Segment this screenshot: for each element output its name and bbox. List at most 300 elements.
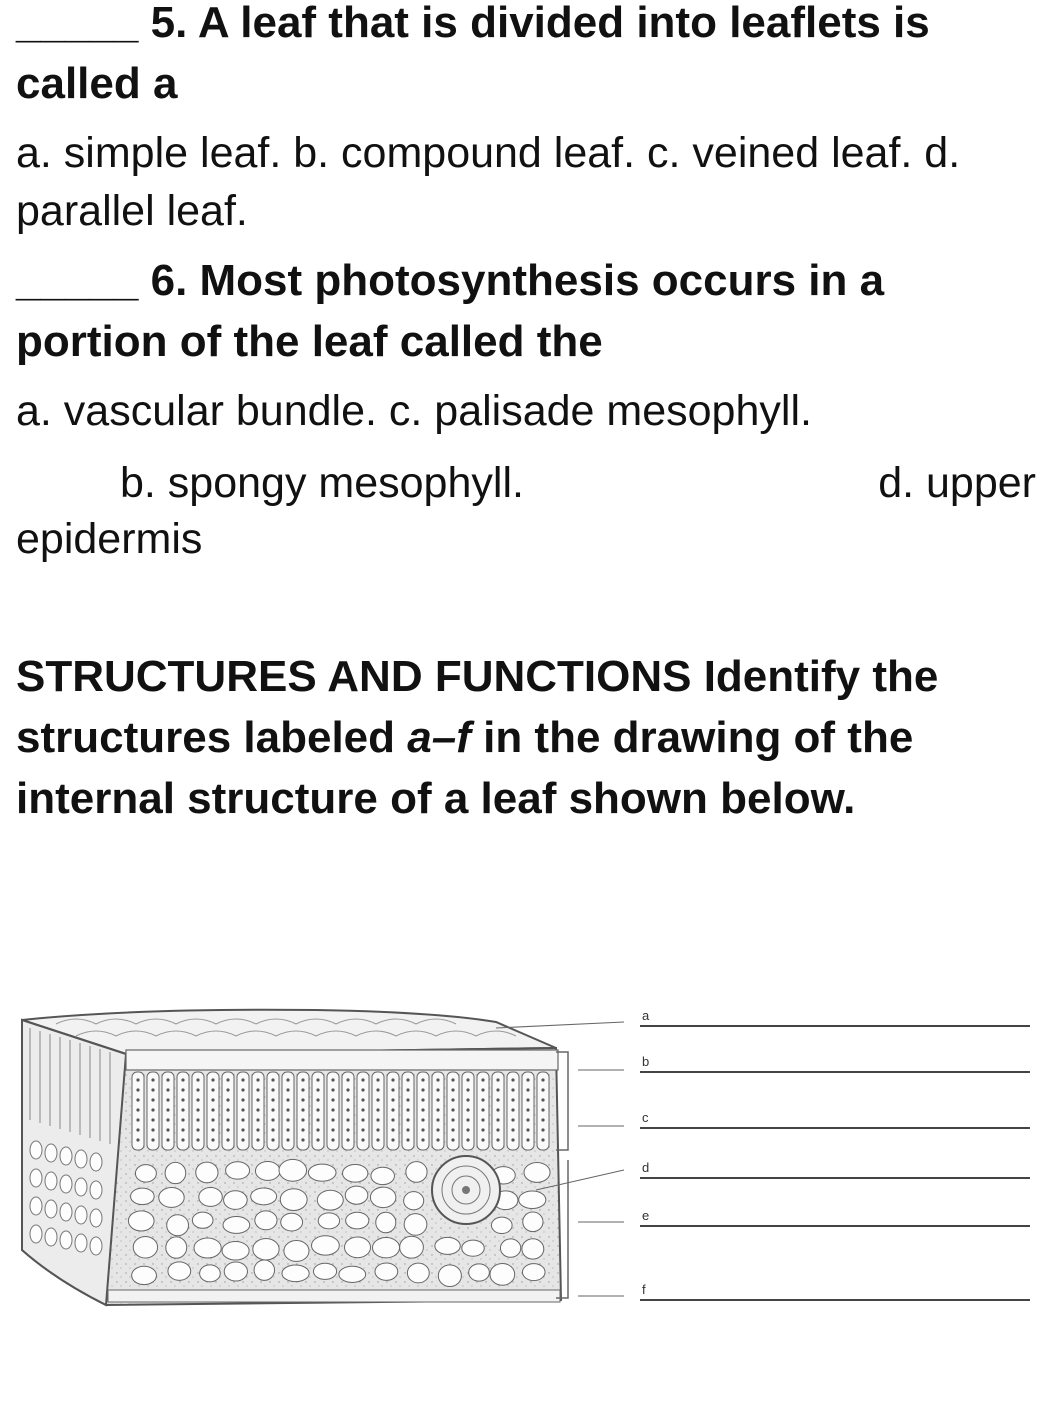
chloroplast bbox=[346, 1138, 349, 1141]
spongy-cell bbox=[469, 1264, 490, 1281]
structure-label-a: a bbox=[642, 1008, 650, 1023]
chloroplast bbox=[301, 1098, 304, 1101]
chloroplast bbox=[436, 1088, 439, 1091]
spongy-cell bbox=[519, 1191, 546, 1209]
chloroplast bbox=[496, 1098, 499, 1101]
chloroplast bbox=[151, 1138, 154, 1141]
spongy-cell bbox=[167, 1215, 189, 1236]
chloroplast bbox=[286, 1138, 289, 1141]
chloroplast bbox=[136, 1098, 139, 1101]
spongy-cell bbox=[490, 1263, 515, 1285]
chloroplast bbox=[286, 1118, 289, 1121]
chloroplast bbox=[241, 1088, 244, 1091]
spongy-cell bbox=[159, 1188, 184, 1208]
side-spongy-cell bbox=[75, 1206, 87, 1224]
chloroplast bbox=[526, 1088, 529, 1091]
chloroplast bbox=[271, 1138, 274, 1141]
chloroplast bbox=[451, 1078, 454, 1081]
chloroplast bbox=[451, 1138, 454, 1141]
side-spongy-cell bbox=[90, 1153, 102, 1171]
spongy-cell bbox=[375, 1263, 398, 1280]
chloroplast bbox=[226, 1098, 229, 1101]
spongy-cell bbox=[196, 1162, 218, 1183]
spongy-cell bbox=[523, 1212, 543, 1232]
chloroplast bbox=[226, 1128, 229, 1131]
structure-label-f: f bbox=[642, 1282, 646, 1297]
spongy-cell bbox=[371, 1167, 395, 1184]
chloroplast bbox=[526, 1078, 529, 1081]
side-spongy-cell bbox=[60, 1231, 72, 1249]
spongy-cell bbox=[133, 1237, 157, 1258]
leaf-cross-section-diagram bbox=[16, 1000, 1036, 1330]
spongy-cell bbox=[135, 1165, 156, 1182]
chloroplast bbox=[226, 1078, 229, 1081]
spongy-cell bbox=[132, 1266, 157, 1284]
spongy-cell bbox=[222, 1242, 249, 1260]
chloroplast bbox=[136, 1138, 139, 1141]
chloroplast bbox=[391, 1088, 394, 1091]
chloroplast bbox=[391, 1138, 394, 1141]
chloroplast bbox=[466, 1118, 469, 1121]
chloroplast bbox=[316, 1078, 319, 1081]
chloroplast bbox=[331, 1118, 334, 1121]
chloroplast bbox=[541, 1118, 544, 1121]
chloroplast bbox=[376, 1088, 379, 1091]
chloroplast bbox=[406, 1118, 409, 1121]
question-6-options-line1: a. vascular bundle. c. palisade mesophyll. bbox=[16, 387, 812, 435]
chloroplast bbox=[151, 1078, 154, 1081]
chloroplast bbox=[451, 1128, 454, 1131]
chloroplast bbox=[271, 1128, 274, 1131]
chloroplast bbox=[511, 1098, 514, 1101]
chloroplast bbox=[511, 1118, 514, 1121]
spongy-cell bbox=[407, 1263, 429, 1283]
chloroplast bbox=[541, 1138, 544, 1141]
chloroplast bbox=[481, 1098, 484, 1101]
instructions-label-range: a–f bbox=[407, 713, 471, 762]
chloroplast bbox=[256, 1118, 259, 1121]
chloroplast bbox=[256, 1108, 259, 1111]
chloroplast bbox=[271, 1078, 274, 1081]
instructions-part1: Identify the structures labeled bbox=[16, 652, 939, 762]
chloroplast bbox=[436, 1098, 439, 1101]
chloroplast bbox=[346, 1098, 349, 1101]
chloroplast bbox=[181, 1098, 184, 1101]
vascular-bundle bbox=[432, 1156, 500, 1224]
chloroplast bbox=[406, 1128, 409, 1131]
chloroplast bbox=[361, 1118, 364, 1121]
chloroplast bbox=[526, 1098, 529, 1101]
chloroplast bbox=[496, 1118, 499, 1121]
spongy-cell bbox=[280, 1189, 307, 1211]
chloroplast bbox=[346, 1078, 349, 1081]
question-6-answer-blank[interactable]: _____ bbox=[16, 256, 139, 305]
structure-label-b: b bbox=[642, 1054, 650, 1069]
chloroplast bbox=[346, 1118, 349, 1121]
spongy-cell bbox=[224, 1262, 247, 1281]
side-spongy-cell bbox=[45, 1200, 57, 1218]
chloroplast bbox=[541, 1078, 544, 1081]
chloroplast bbox=[286, 1128, 289, 1131]
spongy-cell bbox=[345, 1237, 371, 1258]
chloroplast bbox=[451, 1108, 454, 1111]
chloroplast bbox=[481, 1088, 484, 1091]
instructions-part2: in the drawing of the internal structure of a leaf shown below. bbox=[16, 713, 914, 823]
chloroplast bbox=[151, 1088, 154, 1091]
chloroplast bbox=[196, 1078, 199, 1081]
spongy-cell bbox=[254, 1260, 274, 1280]
chloroplast bbox=[421, 1138, 424, 1141]
chloroplast bbox=[406, 1078, 409, 1081]
chloroplast bbox=[196, 1128, 199, 1131]
spongy-cell bbox=[522, 1239, 544, 1259]
side-spongy-cell bbox=[75, 1234, 87, 1252]
chloroplast bbox=[451, 1118, 454, 1121]
label-lines bbox=[496, 1008, 1030, 1300]
chloroplast bbox=[241, 1118, 244, 1121]
upper-epidermis-layer bbox=[126, 1050, 558, 1070]
structure-label-d: d bbox=[642, 1160, 650, 1175]
chloroplast bbox=[466, 1088, 469, 1091]
chloroplast bbox=[361, 1088, 364, 1091]
chloroplast bbox=[196, 1138, 199, 1141]
spongy-cell bbox=[279, 1159, 307, 1181]
chloroplast bbox=[466, 1098, 469, 1101]
chloroplast bbox=[376, 1138, 379, 1141]
chloroplast bbox=[481, 1118, 484, 1121]
chloroplast bbox=[346, 1108, 349, 1111]
chloroplast bbox=[406, 1138, 409, 1141]
side-spongy-cell bbox=[30, 1169, 42, 1187]
spongy-cell bbox=[200, 1265, 221, 1282]
chloroplast bbox=[136, 1088, 139, 1091]
chloroplast bbox=[541, 1108, 544, 1111]
chloroplast bbox=[301, 1118, 304, 1121]
chloroplast bbox=[286, 1078, 289, 1081]
chloroplast bbox=[496, 1128, 499, 1131]
chloroplast bbox=[196, 1088, 199, 1091]
chloroplast bbox=[316, 1128, 319, 1131]
chloroplast bbox=[451, 1098, 454, 1101]
chloroplast bbox=[391, 1098, 394, 1101]
spongy-cell bbox=[281, 1213, 303, 1231]
side-spongy-cell bbox=[30, 1197, 42, 1215]
chloroplast bbox=[361, 1098, 364, 1101]
chloroplast bbox=[316, 1118, 319, 1121]
chloroplast bbox=[211, 1098, 214, 1101]
chloroplast bbox=[496, 1108, 499, 1111]
chloroplast bbox=[331, 1098, 334, 1101]
chloroplast bbox=[361, 1128, 364, 1131]
spongy-cell bbox=[128, 1211, 154, 1231]
chloroplast bbox=[241, 1138, 244, 1141]
chloroplast bbox=[226, 1138, 229, 1141]
spongy-cell bbox=[165, 1162, 186, 1183]
chloroplast bbox=[256, 1088, 259, 1091]
chloroplast bbox=[196, 1098, 199, 1101]
spongy-cell bbox=[192, 1212, 213, 1228]
spongy-cell bbox=[166, 1237, 187, 1258]
chloroplast bbox=[301, 1108, 304, 1111]
question-6-option-d-continued: epidermis bbox=[16, 515, 203, 563]
spongy-cell bbox=[404, 1192, 424, 1210]
spongy-cell bbox=[346, 1212, 369, 1229]
chloroplast bbox=[136, 1128, 139, 1131]
chloroplast bbox=[511, 1108, 514, 1111]
chloroplast bbox=[316, 1098, 319, 1101]
spongy-cell bbox=[255, 1161, 279, 1180]
chloroplast bbox=[496, 1078, 499, 1081]
chloroplast bbox=[241, 1098, 244, 1101]
chloroplast bbox=[346, 1128, 349, 1131]
chloroplast bbox=[241, 1108, 244, 1111]
chloroplast bbox=[241, 1078, 244, 1081]
chloroplast bbox=[481, 1078, 484, 1081]
chloroplast bbox=[181, 1108, 184, 1111]
question-6-option-d: d. upper bbox=[878, 459, 1036, 507]
question-5-text: 5. A leaf that is divided into leaflets is called a bbox=[16, 0, 930, 108]
spongy-cell bbox=[400, 1236, 424, 1258]
side-spongy-cell bbox=[60, 1175, 72, 1193]
chloroplast bbox=[271, 1118, 274, 1121]
chloroplast bbox=[256, 1138, 259, 1141]
spongy-cell bbox=[251, 1188, 277, 1205]
spongy-cell bbox=[253, 1238, 279, 1259]
spongy-cell bbox=[345, 1186, 368, 1204]
chloroplast bbox=[526, 1118, 529, 1121]
spongy-cell bbox=[406, 1162, 427, 1183]
section-instructions bbox=[16, 646, 1036, 829]
chloroplast bbox=[376, 1128, 379, 1131]
chloroplast bbox=[406, 1088, 409, 1091]
question-5-answer-blank[interactable]: _____ bbox=[16, 0, 139, 47]
side-spongy-cell bbox=[90, 1209, 102, 1227]
chloroplast bbox=[496, 1088, 499, 1091]
chloroplast bbox=[361, 1108, 364, 1111]
chloroplast bbox=[466, 1078, 469, 1081]
chloroplast bbox=[181, 1078, 184, 1081]
chloroplast bbox=[181, 1138, 184, 1141]
chloroplast bbox=[421, 1108, 424, 1111]
chloroplast bbox=[136, 1108, 139, 1111]
chloroplast bbox=[376, 1078, 379, 1081]
chloroplast bbox=[421, 1088, 424, 1091]
spongy-cell bbox=[313, 1263, 336, 1279]
chloroplast bbox=[376, 1098, 379, 1101]
question-6-options-line2 bbox=[16, 454, 1036, 512]
chloroplast bbox=[271, 1108, 274, 1111]
chloroplast bbox=[331, 1108, 334, 1111]
spongy-cell bbox=[308, 1164, 336, 1181]
chloroplast bbox=[331, 1128, 334, 1131]
chloroplast bbox=[421, 1078, 424, 1081]
spongy-cell bbox=[435, 1237, 460, 1254]
spongy-cell bbox=[524, 1162, 550, 1182]
chloroplast bbox=[421, 1098, 424, 1101]
spongy-cell bbox=[522, 1264, 545, 1281]
chloroplast bbox=[301, 1128, 304, 1131]
spongy-cell bbox=[438, 1265, 461, 1287]
chloroplast bbox=[166, 1138, 169, 1141]
chloroplast bbox=[211, 1078, 214, 1081]
chloroplast bbox=[151, 1108, 154, 1111]
chloroplast bbox=[151, 1128, 154, 1131]
question-6-text: 6. Most photosynthesis occurs in a portion of the leaf called the bbox=[16, 256, 885, 366]
chloroplast bbox=[151, 1098, 154, 1101]
spongy-cell bbox=[226, 1162, 250, 1179]
structure-label-c: c bbox=[642, 1110, 649, 1125]
spongy-cell bbox=[491, 1217, 512, 1233]
spongy-cell bbox=[312, 1236, 340, 1255]
chloroplast bbox=[481, 1138, 484, 1141]
chloroplast bbox=[286, 1108, 289, 1111]
chloroplast bbox=[166, 1128, 169, 1131]
chloroplast bbox=[316, 1088, 319, 1091]
chloroplast bbox=[286, 1098, 289, 1101]
spongy-cell bbox=[343, 1164, 368, 1182]
chloroplast bbox=[406, 1108, 409, 1111]
chloroplast bbox=[136, 1118, 139, 1121]
chloroplast bbox=[181, 1088, 184, 1091]
spongy-cell bbox=[370, 1187, 395, 1207]
chloroplast bbox=[436, 1108, 439, 1111]
chloroplast bbox=[541, 1128, 544, 1131]
chloroplast bbox=[421, 1118, 424, 1121]
side-spongy-cell bbox=[75, 1178, 87, 1196]
chloroplast bbox=[391, 1078, 394, 1081]
chloroplast bbox=[256, 1098, 259, 1101]
chloroplast bbox=[436, 1118, 439, 1121]
spongy-cell bbox=[199, 1187, 223, 1206]
chloroplast bbox=[406, 1098, 409, 1101]
chloroplast bbox=[211, 1138, 214, 1141]
chloroplast bbox=[301, 1138, 304, 1141]
chloroplast bbox=[511, 1088, 514, 1091]
structure-label-e: e bbox=[642, 1208, 650, 1223]
chloroplast bbox=[331, 1078, 334, 1081]
side-spongy-cell bbox=[45, 1228, 57, 1246]
chloroplast bbox=[511, 1138, 514, 1141]
chloroplast bbox=[526, 1108, 529, 1111]
chloroplast bbox=[541, 1088, 544, 1091]
chloroplast bbox=[226, 1108, 229, 1111]
chloroplast bbox=[376, 1118, 379, 1121]
spongy-cell bbox=[194, 1238, 221, 1258]
chloroplast bbox=[241, 1128, 244, 1131]
chloroplast bbox=[451, 1088, 454, 1091]
chloroplast bbox=[256, 1128, 259, 1131]
chloroplast bbox=[301, 1088, 304, 1091]
chloroplast bbox=[391, 1118, 394, 1121]
chloroplast bbox=[361, 1138, 364, 1141]
chloroplast bbox=[256, 1078, 259, 1081]
chloroplast bbox=[421, 1128, 424, 1131]
chloroplast bbox=[301, 1078, 304, 1081]
chloroplast bbox=[316, 1108, 319, 1111]
chloroplast bbox=[526, 1128, 529, 1131]
chloroplast bbox=[211, 1108, 214, 1111]
chloroplast bbox=[196, 1108, 199, 1111]
spongy-cell bbox=[376, 1212, 396, 1233]
chloroplast bbox=[481, 1128, 484, 1131]
side-spongy-cell bbox=[45, 1144, 57, 1162]
chloroplast bbox=[376, 1108, 379, 1111]
side-spongy-cell bbox=[90, 1237, 102, 1255]
spongy-cell bbox=[318, 1213, 339, 1229]
spongy-cell bbox=[284, 1240, 309, 1261]
side-spongy-cell bbox=[30, 1141, 42, 1159]
spongy-cell bbox=[372, 1237, 399, 1257]
side-spongy-cell bbox=[30, 1225, 42, 1243]
chloroplast bbox=[226, 1088, 229, 1091]
question-5-options: a. simple leaf. b. compound leaf. c. veined leaf. d. parallel leaf. bbox=[16, 129, 961, 235]
spongy-cell bbox=[224, 1191, 248, 1210]
chloroplast bbox=[271, 1088, 274, 1091]
chloroplast bbox=[466, 1138, 469, 1141]
spongy-cell bbox=[317, 1190, 343, 1210]
chloroplast bbox=[271, 1098, 274, 1101]
lower-epidermis-layer bbox=[108, 1290, 560, 1302]
chloroplast bbox=[481, 1108, 484, 1111]
chloroplast bbox=[511, 1078, 514, 1081]
chloroplast bbox=[361, 1078, 364, 1081]
chloroplast bbox=[331, 1138, 334, 1141]
chloroplast bbox=[166, 1088, 169, 1091]
chloroplast bbox=[211, 1088, 214, 1091]
chloroplast bbox=[436, 1128, 439, 1131]
chloroplast bbox=[196, 1118, 199, 1121]
side-spongy-cell bbox=[75, 1150, 87, 1168]
chloroplast bbox=[331, 1088, 334, 1091]
side-spongy-cell bbox=[60, 1147, 72, 1165]
spongy-cell bbox=[339, 1266, 366, 1282]
chloroplast bbox=[496, 1138, 499, 1141]
worksheet-page bbox=[16, 0, 1036, 829]
side-spongy-cell bbox=[60, 1203, 72, 1221]
spongy-cell bbox=[500, 1239, 520, 1257]
leader-line bbox=[496, 1022, 624, 1028]
question-6-option-b: b. spongy mesophyll. bbox=[120, 459, 524, 507]
spongy-cell bbox=[255, 1211, 277, 1230]
chloroplast bbox=[151, 1118, 154, 1121]
chloroplast bbox=[466, 1128, 469, 1131]
chloroplast bbox=[541, 1098, 544, 1101]
question-5-stem bbox=[16, 0, 1036, 114]
chloroplast bbox=[181, 1128, 184, 1131]
spongy-cell bbox=[131, 1188, 155, 1205]
chloroplast bbox=[181, 1118, 184, 1121]
chloroplast bbox=[286, 1088, 289, 1091]
chloroplast bbox=[166, 1108, 169, 1111]
question-6-stem bbox=[16, 250, 1036, 372]
chloroplast bbox=[391, 1108, 394, 1111]
chloroplast bbox=[166, 1118, 169, 1121]
chloroplast bbox=[166, 1098, 169, 1101]
section-title: STRUCTURES AND FUNCTIONS bbox=[16, 652, 692, 701]
side-spongy-cell bbox=[45, 1172, 57, 1190]
chloroplast bbox=[346, 1088, 349, 1091]
spongy-cell bbox=[404, 1214, 427, 1236]
chloroplast bbox=[391, 1128, 394, 1131]
chloroplast bbox=[466, 1108, 469, 1111]
chloroplast bbox=[136, 1078, 139, 1081]
spongy-cell bbox=[282, 1265, 309, 1282]
chloroplast bbox=[316, 1138, 319, 1141]
spongy-cell bbox=[462, 1240, 485, 1256]
chloroplast bbox=[511, 1128, 514, 1131]
chloroplast bbox=[166, 1078, 169, 1081]
chloroplast bbox=[436, 1138, 439, 1141]
